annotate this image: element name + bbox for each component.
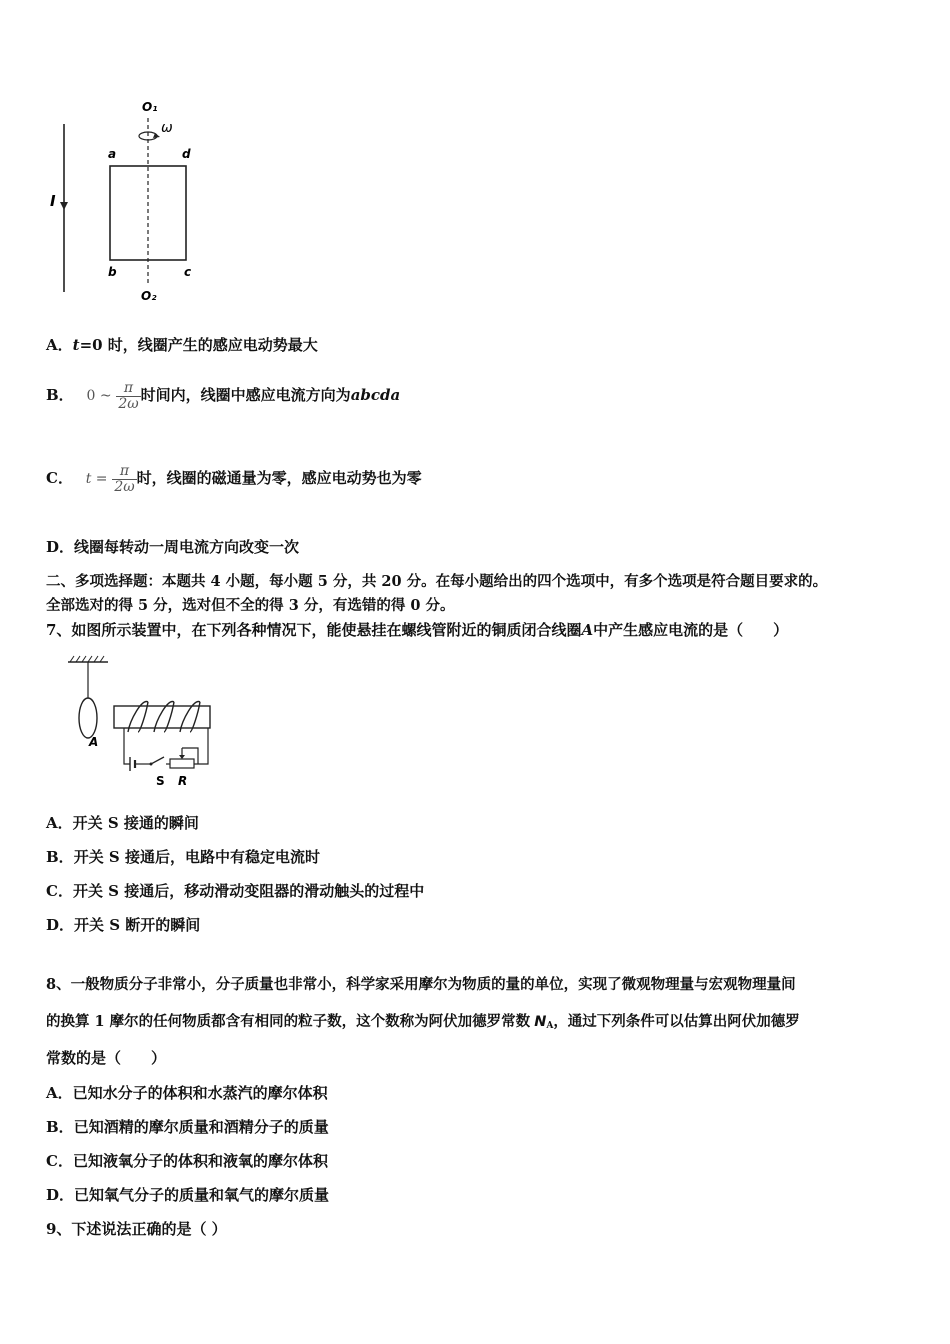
- q8-option-b: [46, 1117, 329, 1137]
- circuit-wire-left: [124, 728, 130, 764]
- switch-S-icon: [151, 757, 164, 764]
- rotation-arrowhead-icon: [153, 133, 160, 138]
- q6-option-c: [46, 458, 422, 499]
- math-fraction: [116, 381, 140, 412]
- label-a: a: [108, 147, 117, 161]
- option-letter: C．: [46, 1152, 73, 1170]
- option-letter: C．: [46, 882, 73, 900]
- math-range-start: 0 ~: [86, 388, 112, 404]
- q7-option-b: [46, 847, 320, 867]
- label-I: I: [50, 192, 56, 210]
- label-omega: ω: [161, 120, 173, 136]
- section-2-scoring: 全部选对的得 5 分，选对但不全的得 3 分，有选错的得 0 分。: [46, 597, 455, 614]
- stem-text: ，通过下列条件可以估算出阿伏加德罗: [553, 1013, 800, 1030]
- var-subscript-A: A: [546, 1021, 554, 1031]
- slider-wire: [182, 748, 198, 764]
- q6-option-b: [46, 375, 400, 416]
- option-text: 开关 S 接通后，电路中有稳定电流时: [73, 848, 320, 866]
- label-O1: O₁: [142, 100, 158, 114]
- solenoid-circuit-figure: [58, 654, 228, 792]
- var-abcda: abcda: [350, 386, 401, 404]
- option-text: 已知水分子的体积和水蒸汽的摩尔体积: [72, 1084, 328, 1102]
- fraction-denominator: 2ω: [118, 395, 139, 412]
- q8-option-a: [46, 1083, 328, 1103]
- option-text: 已知液氧分子的体积和液氧的摩尔体积: [72, 1152, 328, 1170]
- label-R: R: [178, 774, 188, 788]
- coil-rotation-figure: [40, 96, 210, 306]
- q7-option-d: [46, 915, 200, 935]
- option-letter: C．: [46, 469, 73, 487]
- label-A: A: [89, 735, 99, 749]
- q7-option-c: [46, 881, 424, 901]
- label-O2: O₂: [141, 289, 157, 303]
- option-letter: A．: [46, 336, 73, 354]
- fraction-denominator: 2ω: [114, 478, 135, 495]
- q9-stem: 9、下述说法正确的是（ ）: [46, 1220, 227, 1238]
- q8-option-d: [46, 1185, 329, 1205]
- rheostat-R: [170, 759, 194, 768]
- option-letter: D．: [46, 538, 75, 556]
- label-b: b: [108, 265, 117, 279]
- option-text: 开关 S 接通的瞬间: [72, 814, 199, 832]
- var-N: N: [534, 1014, 547, 1030]
- var-A: A: [581, 621, 594, 639]
- option-text: 时间内，线圈中感应电流方向为: [140, 386, 351, 404]
- q7-stem: [46, 620, 788, 640]
- option-letter: D．: [46, 916, 75, 934]
- q6-option-a: [46, 335, 318, 355]
- option-letter: A．: [46, 814, 73, 832]
- option-text: 线圈每转动一周电流方向改变一次: [74, 538, 300, 556]
- current-arrow-icon: [60, 202, 68, 210]
- q8-option-c: [46, 1151, 328, 1171]
- option-letter: A．: [46, 1084, 73, 1102]
- label-d: d: [182, 147, 191, 161]
- option-text: 已知氧气分子的质量和氧气的摩尔质量: [74, 1186, 330, 1204]
- math-t-equals: t =: [85, 471, 108, 487]
- option-text: 开关 S 接通后，移动滑动变阻器的滑动触头的过程中: [72, 882, 425, 900]
- fraction-numerator: π: [112, 464, 136, 480]
- section-2-instructions: 二、多项选择题：本题共 4 小题，每小题 5 分，共 20 分。在每小题给出的四个选项中，有多个选项是符合题目要求的。: [46, 573, 828, 590]
- math-fraction: [112, 464, 136, 495]
- option-text: 已知酒精的摩尔质量和酒精分子的质量: [73, 1118, 329, 1136]
- label-c: c: [184, 265, 192, 279]
- stem-text: 中产生感应电流的是（ ）: [593, 621, 789, 639]
- option-letter: B．: [46, 848, 74, 866]
- option-letter: D．: [46, 1186, 75, 1204]
- fraction-numerator: π: [116, 381, 140, 397]
- solenoid-core: [114, 706, 210, 728]
- option-text: 开关 S 断开的瞬间: [74, 916, 201, 934]
- option-letter: B．: [46, 386, 74, 404]
- option-text: 时，线圈的磁通量为零，感应电动势也为零: [136, 469, 422, 487]
- stem-text: 7、如图所示装置中，在下列各种情况下，能使悬挂在螺线管附近的铜质闭合线圈: [46, 621, 582, 639]
- q6-option-d: [46, 537, 299, 557]
- q7-option-a: [46, 813, 199, 833]
- q8-stem-line2: [46, 1012, 800, 1036]
- label-S: S: [156, 774, 165, 788]
- ceiling-hatch: [70, 656, 104, 662]
- var-t: t: [72, 336, 80, 354]
- option-text: =0 时，线圈产生的感应电动势最大: [79, 336, 318, 354]
- option-letter: B．: [46, 1118, 74, 1136]
- stem-text: 的换算 1 摩尔的任何物质都含有相同的粒子数，这个数称为阿伏加德罗常数: [46, 1013, 531, 1030]
- circuit-wire-right: [194, 728, 208, 764]
- q8-stem-line1: 8、一般物质分子非常小，分子质量也非常小，科学家采用摩尔为物质的量的单位，实现了微观物理量与宏观物理量间: [46, 976, 796, 993]
- q8-stem-line3: 常数的是（ ）: [46, 1049, 167, 1067]
- copper-ring-A: [79, 698, 97, 738]
